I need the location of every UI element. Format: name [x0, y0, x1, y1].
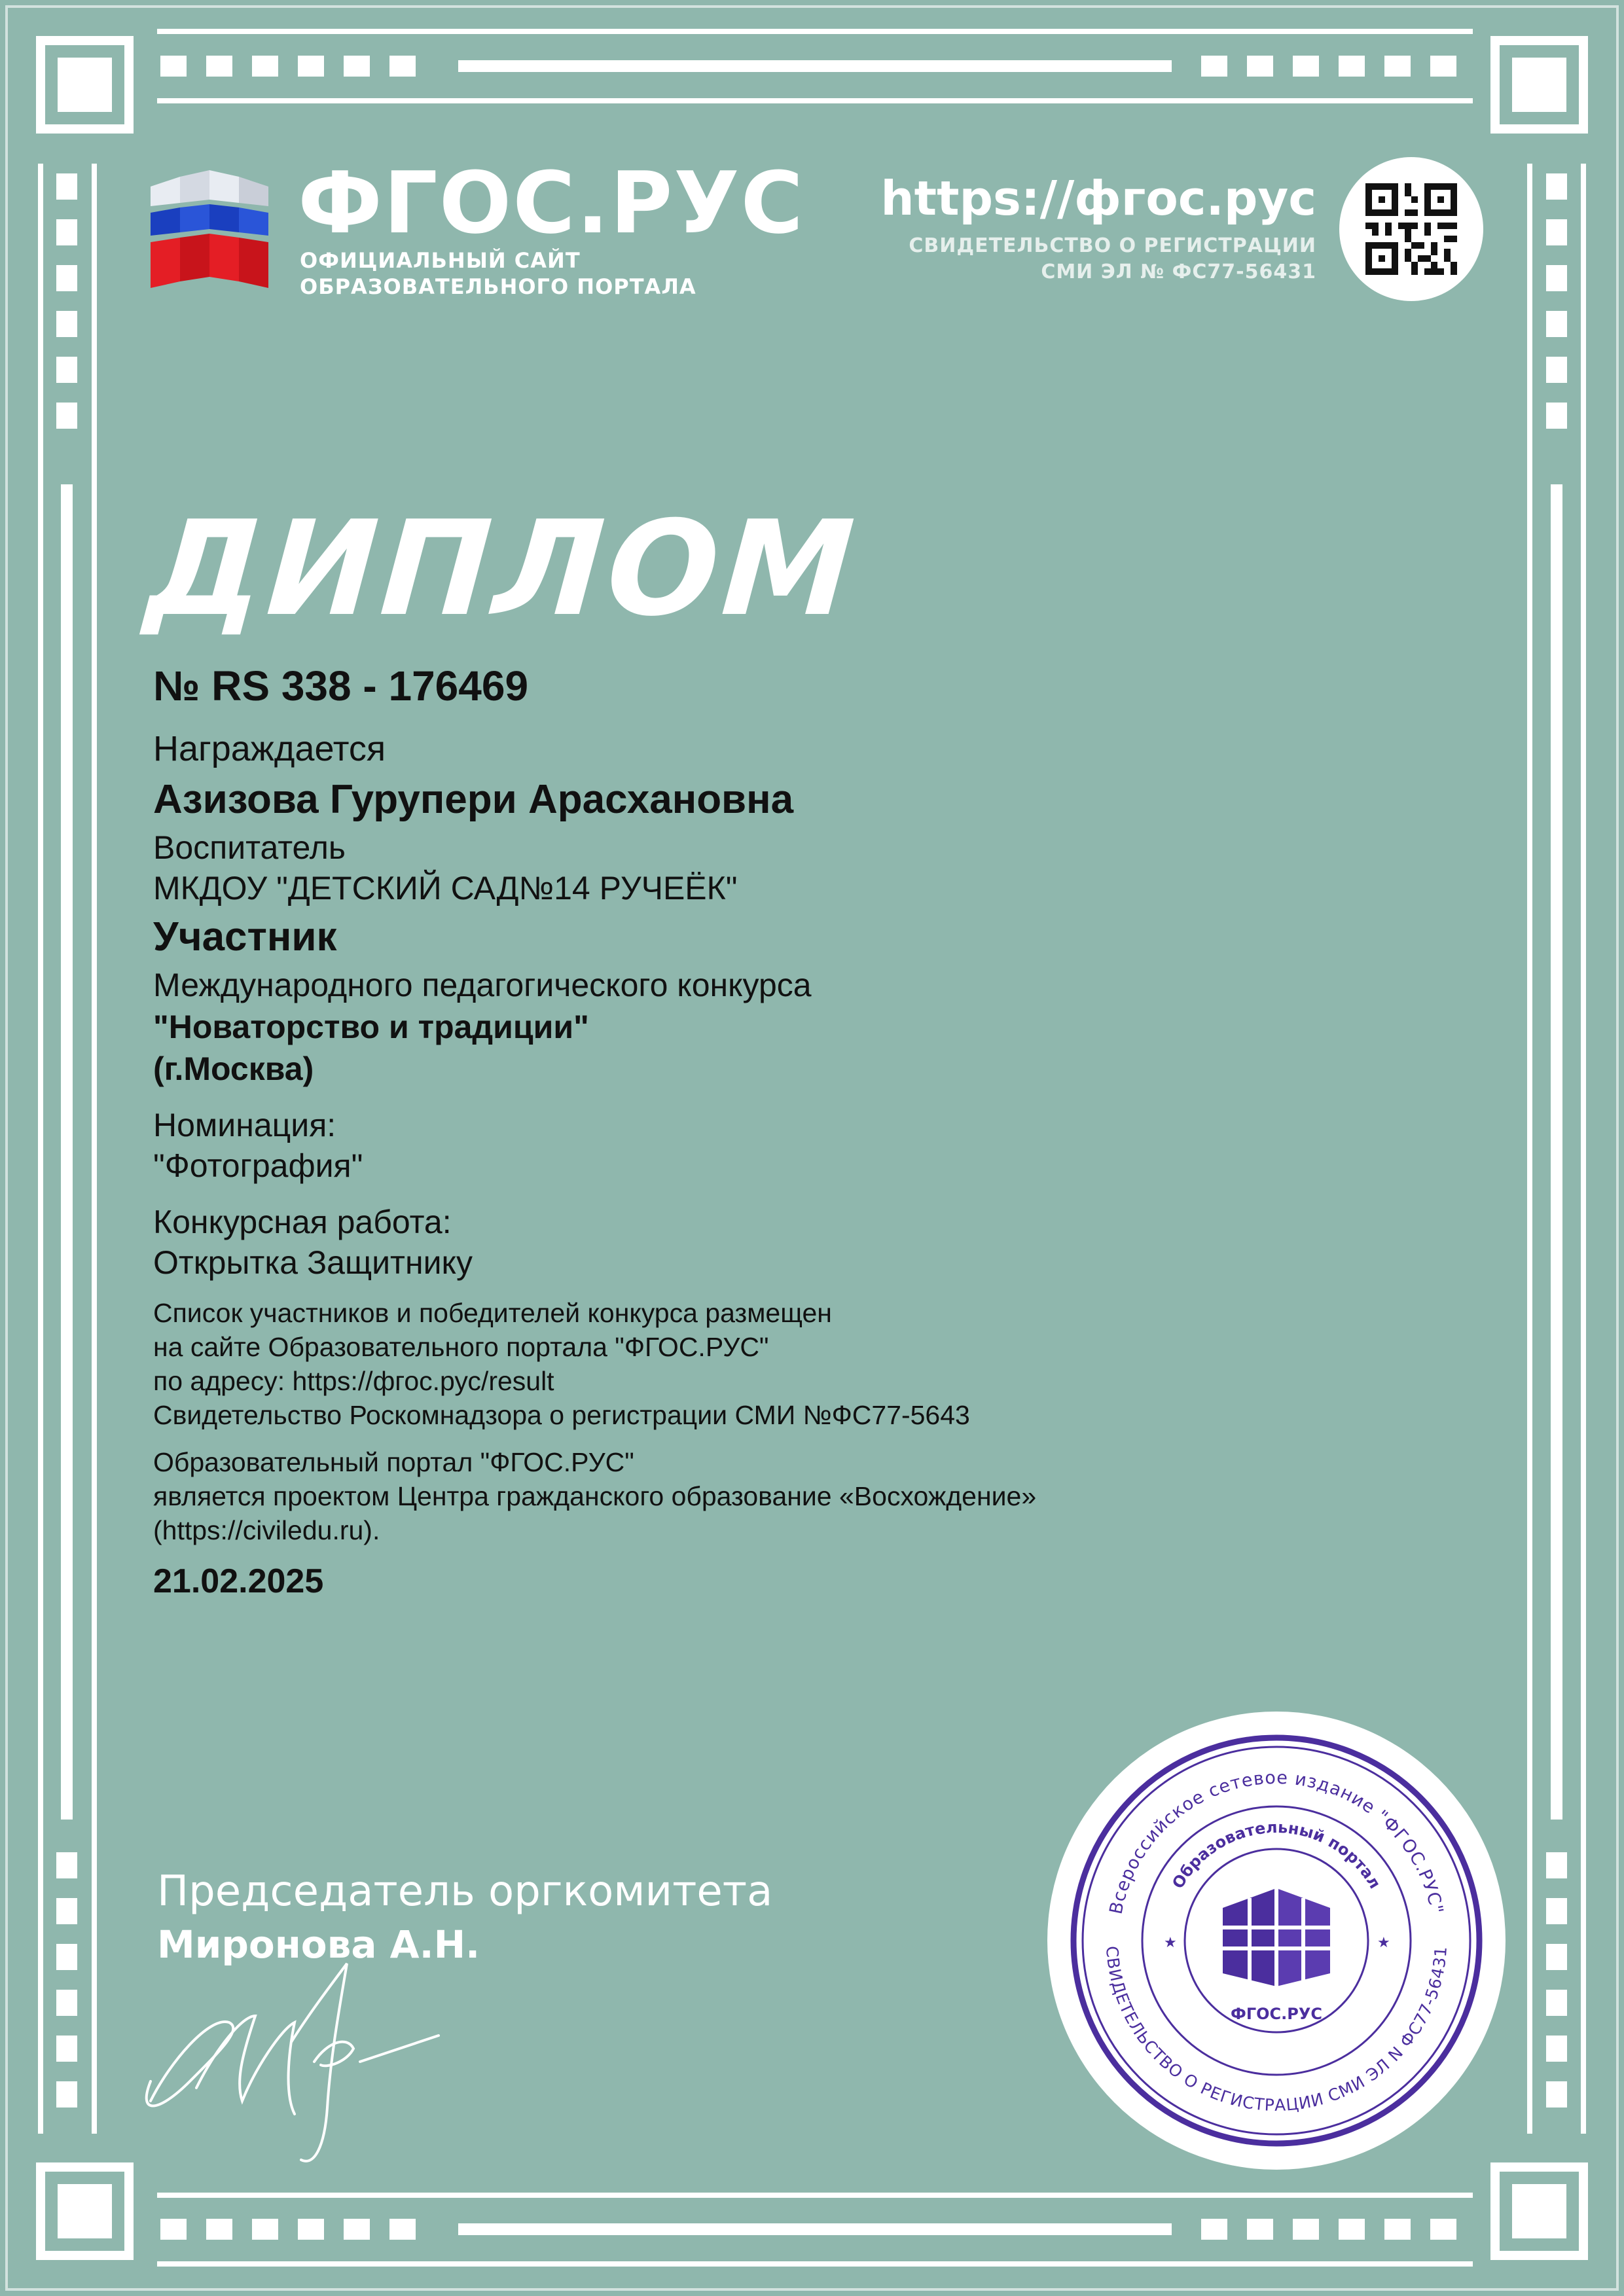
signature-icon — [131, 1950, 471, 2173]
svg-text:★: ★ — [1377, 1935, 1390, 1951]
logo-subtitle: ОФИЦИАЛЬНЫЙ САЙТ ОБРАЗОВАТЕЛЬНОГО ПОРТАЛА — [300, 248, 696, 299]
diploma-number: № RS 338 - 176469 — [153, 662, 529, 709]
fgos-logo-icon — [147, 167, 272, 291]
stamp-center-text: ФГОС.РУС — [1231, 2005, 1322, 2023]
info-line: по адресу: https://фгос.рус/result — [153, 1366, 554, 1396]
nomination-value: "Фотография" — [153, 1147, 363, 1184]
site-url-link[interactable]: https://фгос.рус — [880, 171, 1316, 226]
svg-text:СВИДЕТЕЛЬСТВО О РЕГИСТРАЦИИ СМ: СВИДЕТЕЛЬСТВО О РЕГИСТРАЦИИ СМИ ЭЛ N ФС77-56431 — [1102, 1945, 1451, 2115]
portal-line: (https://civiledu.ru). — [153, 1515, 380, 1545]
contest-city: (г.Москва) — [153, 1050, 314, 1087]
svg-text:★: ★ — [1164, 1935, 1177, 1951]
qr-code-icon[interactable] — [1339, 157, 1483, 301]
contest-line: Международного педагогического конкурса — [153, 967, 812, 1003]
stamp-icon — [1047, 1712, 1506, 2170]
registration-note: СВИДЕТЕЛЬСТВО О РЕГИСТРАЦИИ СМИ ЭЛ № ФС77-56431 — [909, 234, 1316, 283]
info-line: на сайте Образовательного портала "ФГОС.РУС" — [153, 1332, 769, 1362]
diploma-title: ДИПЛОМ — [141, 493, 863, 645]
participant-status: Участник — [153, 914, 337, 960]
nomination-label: Номинация: — [153, 1107, 336, 1143]
work-title: Открытка Защитнику — [153, 1244, 473, 1281]
recipient-organization: МКДОУ "ДЕТСКИЙ САД№14 РУЧЕЁК" — [153, 870, 738, 906]
portal-block — [153, 1445, 1036, 1547]
issue-date: 21.02.2025 — [153, 1562, 324, 1600]
svg-text:Образовательный портал: Образовательный портал — [1168, 1818, 1384, 1892]
recipient-name: Азизова Гурупери Арасхановна — [153, 777, 794, 822]
info-line: Список участников и победителей конкурса размещен — [153, 1298, 832, 1328]
info-line: Свидетельство Роскомнадзора о регистрации СМИ №ФС77-5643 — [153, 1400, 970, 1430]
awarded-label: Награждается — [153, 729, 386, 768]
work-label: Конкурсная работа: — [153, 1204, 452, 1240]
info-block — [153, 1296, 970, 1432]
svg-text:Всероссийское сетевое издание: Всероссийское сетевое издание "ФГОС.РУС" — [1106, 1767, 1447, 1916]
chair-name: Миронова А.Н. — [157, 1922, 480, 1967]
chair-title: Председатель оргкомитета — [157, 1867, 773, 1916]
stamp-seal — [1047, 1712, 1506, 2170]
portal-line: Образовательный портал "ФГОС.РУС" — [153, 1447, 634, 1477]
logo-name: ФГОС.РУС — [298, 153, 804, 253]
contest-name: "Новаторство и традиции" — [153, 1009, 589, 1045]
portal-line: является проектом Центра гражданского образование «Восхождение» — [153, 1481, 1037, 1511]
recipient-position: Воспитатель — [153, 829, 346, 866]
